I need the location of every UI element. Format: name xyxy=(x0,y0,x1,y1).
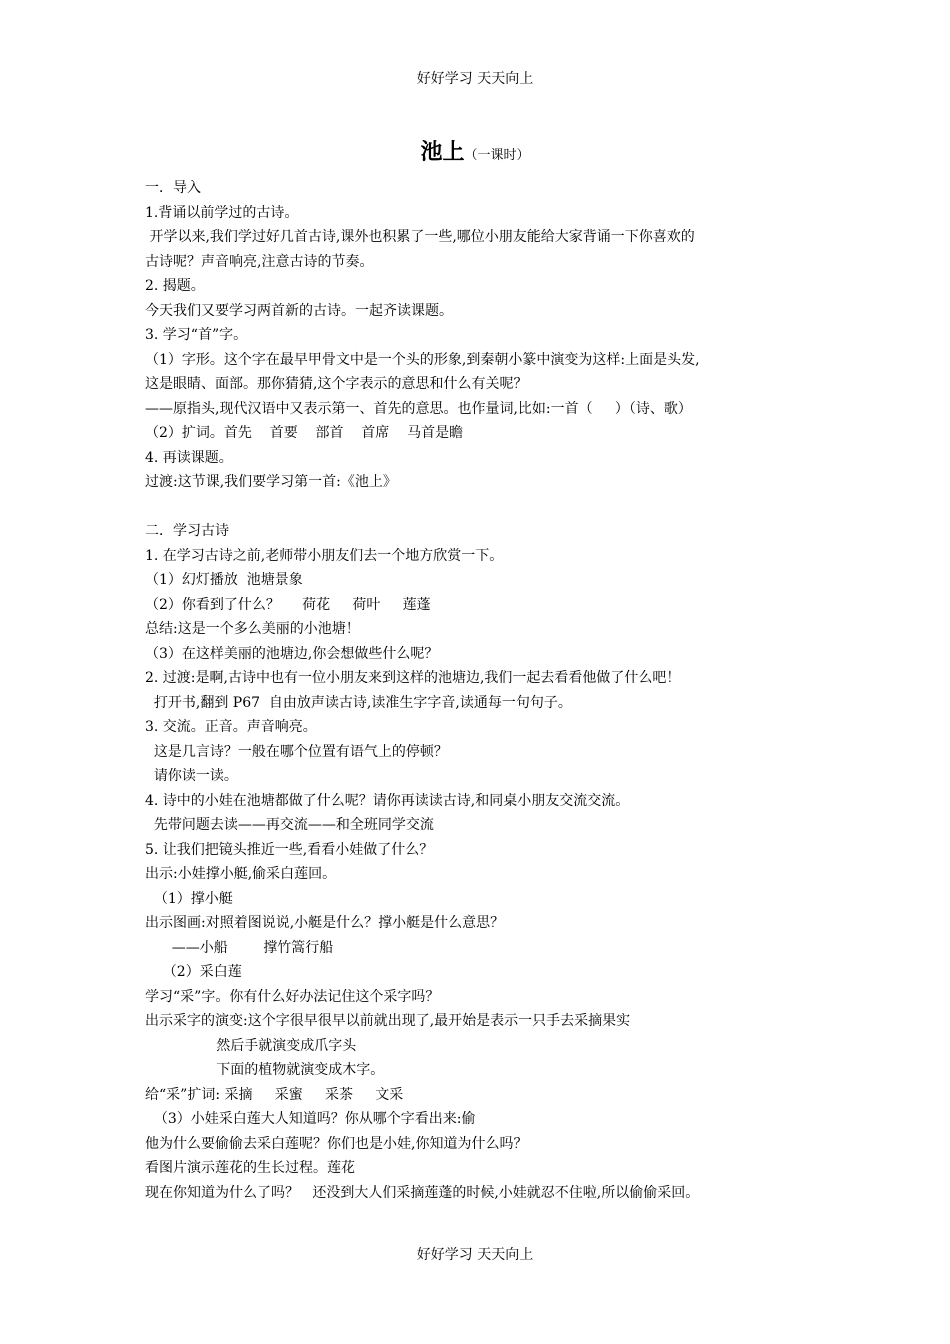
text-line: 学习“采”字。你有什么好办法记住这个采字吗？ xyxy=(145,988,440,1005)
text-line: （1）字形。这个字在最早甲骨文中是一个头的形象,到秦朝小篆中演变为这样:上面是头发, xyxy=(145,351,700,368)
text-line: 二．学习古诗 xyxy=(145,523,229,539)
page-subtitle: （一课时） xyxy=(464,148,530,163)
text-line: 总结:这是一个多么美丽的小池塘！ xyxy=(145,621,360,637)
text-line: 2. 过渡:是啊,古诗中也有一位小朋友来到这样的池塘边,我们一起去看看他做了什么吧！ xyxy=(145,670,681,686)
text-line: 1. 在学习古诗之前,老师带小朋友们去一个地方欣赏一下。 xyxy=(145,547,504,564)
text-line: （3）在这样美丽的池塘边,你会想做些什么呢？ xyxy=(145,645,439,662)
text-line: 出示:小娃撑小艇,偷采白莲回。 xyxy=(145,866,337,882)
page-footer: 好好学习 天天向上 xyxy=(416,1247,534,1263)
text-line: （3）小娃采白莲大人知道吗？你从哪个字看出来:偷 xyxy=(145,1111,476,1127)
text-line: 这是眼睛、面部。那你猜猜,这个字表示的意思和什么有关呢？ xyxy=(145,376,528,392)
page-title: 池上 xyxy=(420,139,465,165)
text-line: 一．导入 xyxy=(145,180,201,196)
text-line xyxy=(145,495,825,520)
text-line: （1）撑小艇 xyxy=(145,890,233,907)
text-line: 过渡:这节课,我们要学习第一首:《池上》 xyxy=(145,474,397,490)
text-line: 3. 交流。正音。声音响亮。 xyxy=(145,719,317,735)
text-line: （1）幻灯播放 池塘景象 xyxy=(145,572,303,588)
text-line: 3. 学习“首”字。 xyxy=(145,327,248,343)
text-line: 给“采”扩词: 采摘 采蜜 采茶 文采 xyxy=(145,1086,404,1103)
page-header: 好好学习 天天向上 xyxy=(416,71,534,87)
text-line: ——小船 撑竹篙行船 xyxy=(145,939,334,956)
text-line: 5. 让我们把镜头推近一些,看看小娃做了什么？ xyxy=(145,841,434,858)
text-line: 这是几言诗？一般在哪个位置有语气上的停顿？ xyxy=(145,743,448,760)
text-line: ——原指头,现代汉语中又表示第一、首先的意思。也作量词,比如:一首（ ）（诗、歌） xyxy=(145,400,692,417)
text-line: 古诗呢？声音响亮,注意古诗的节奏。 xyxy=(145,253,374,270)
lesson-body xyxy=(145,176,825,1205)
text-line: 开学以来,我们学过好几首古诗,课外也积累了一些,哪位小朋友能给大家背诵一下你喜欢的 xyxy=(145,229,695,245)
text-line: 请你读一读。 xyxy=(145,768,238,784)
text-line: 先带问题去读——再交流——和全班同学交流 xyxy=(145,817,434,833)
text-line: 4. 诗中的小娃在池塘都做了什么呢？请你再读读古诗,和同桌小朋友交流交流。 xyxy=(145,792,630,809)
text-line: 出示采字的演变:这个字很早很早以前就出现了,最开始是表示一只手去采摘果实 xyxy=(145,1013,631,1029)
text-line: （2）你看到了什么？ 荷花 荷叶 莲蓬 xyxy=(145,596,431,613)
text-line: （2）扩词。首先 首要 部首 首席 马首是瞻 xyxy=(145,425,464,441)
text-line: 2. 揭题。 xyxy=(145,278,205,294)
text-line: 1.背诵以前学过的古诗。 xyxy=(145,204,299,221)
text-line: （2）采白莲 xyxy=(145,964,242,980)
text-line: 现在你知道为什么了吗？ 还没到大人们采摘莲蓬的时候,小娃就忍不住啦,所以偷偷采回。 xyxy=(145,1184,700,1201)
text-line: 看图片演示莲花的生长过程。莲花 xyxy=(145,1160,355,1176)
text-line: 出示图画:对照着图说说,小艇是什么？撑小艇是什么意思？ xyxy=(145,915,505,931)
title-row xyxy=(0,137,950,167)
text-line: 他为什么要偷偷去采白莲呢？你们也是小娃,你知道为什么吗？ xyxy=(145,1135,528,1152)
text-line: 然后手就演变成爪字头 xyxy=(145,1037,357,1054)
text-line: 今天我们又要学习两首新的古诗。一起齐读课题。 xyxy=(145,302,453,319)
text-line: 打开书,翻到 P67 自由放声读古诗,读准生字字音,读通每一句句子。 xyxy=(145,694,572,711)
text-line: 4. 再读课题。 xyxy=(145,449,233,466)
text-line: 下面的植物就演变成木字。 xyxy=(145,1062,385,1078)
